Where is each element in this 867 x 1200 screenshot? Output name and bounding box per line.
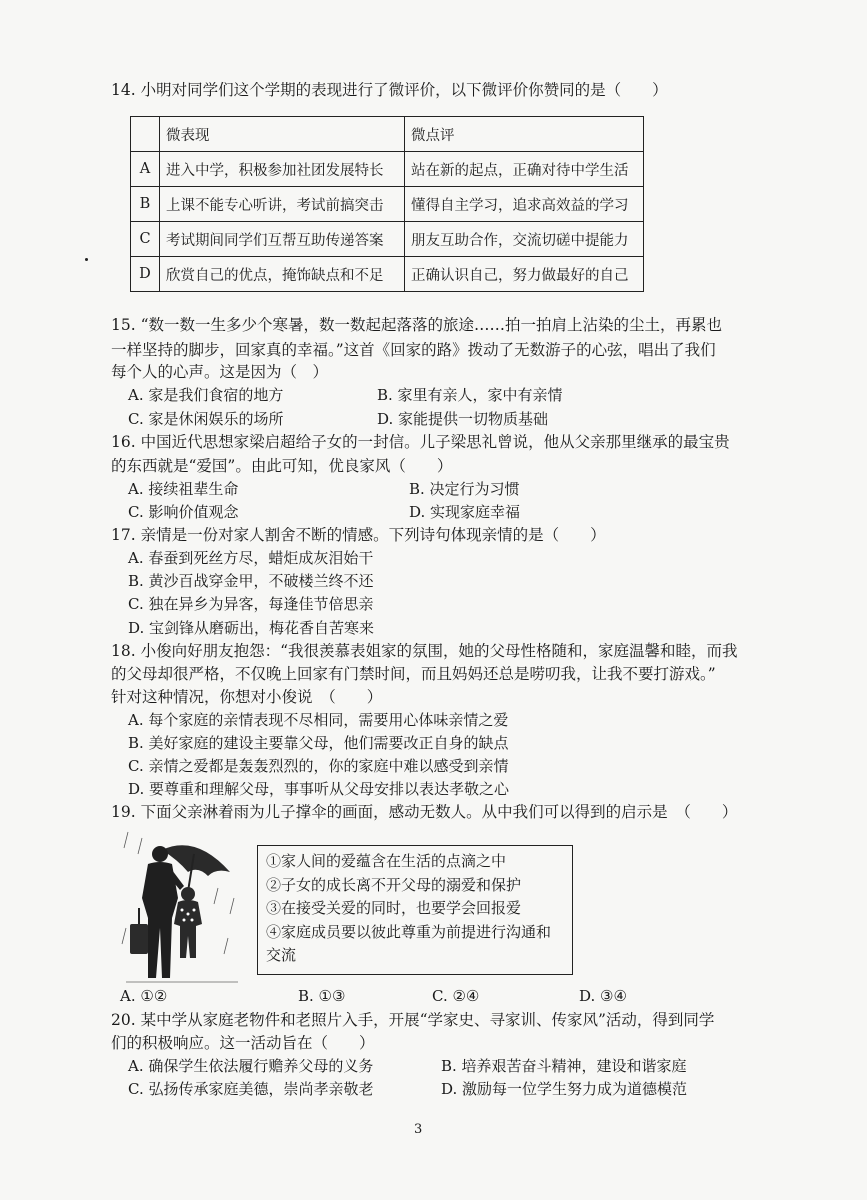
q19-statement-4: ④家庭成员要以彼此尊重为前提进行沟通和	[266, 922, 552, 941]
q19-line-1: 19. 下面父亲淋着雨为儿子撑伞的画面，感动无数人。从中我们可以得到的启示是 （ ）	[111, 803, 738, 821]
q19-statement-1: ①家人间的爱蕴含在生活的点滴之中	[266, 852, 507, 870]
q18-option-c: C. 亲情之爱都是轰轰烈烈的，你的家庭中难以感受到亲情	[128, 757, 509, 775]
table-cell: D	[131, 257, 160, 292]
q16-line-1: 16. 中国近代思想家梁启超给子女的一封信。儿子梁思礼曾说，他从父亲那里继承的最宝贵	[111, 433, 730, 451]
q19-statement-2: ②子女的成长离不开父母的溺爱和保护	[266, 875, 522, 894]
q16-option-b: B. 决定行为习惯	[409, 480, 520, 498]
table-cell: 懂得自主学习，追求高效益的学习	[405, 187, 644, 222]
q15-line-1: 15. “数一数一生多少个寒暑，数一数起起落落的旅途……拍一拍肩上沾染的尘土，再累也	[111, 316, 723, 334]
q15-option-a: A. 家是我们食宿的地方	[128, 386, 284, 404]
table-row	[131, 187, 644, 222]
q20-option-c: C. 弘扬传承家庭美德，崇尚孝亲敬老	[128, 1080, 374, 1098]
q18-option-d: D. 要尊重和理解父母，事事听从父母安排以表达孝敬之心	[128, 780, 510, 798]
scan-speck	[85, 258, 88, 261]
q15-option-b: B. 家里有亲人，家中有亲情	[377, 386, 563, 404]
table-header-cell: 微点评	[405, 117, 644, 152]
q14-stem: 14. 小明对同学们这个学期的表现进行了微评价，以下微评价你赞同的是（ ）	[111, 81, 668, 99]
table-cell: 欣赏自己的优点，掩饰缺点和不足	[160, 257, 405, 292]
table-cell: 进入中学，积极参加社团发展特长	[160, 152, 405, 187]
q19-option-c: C. ②④	[432, 987, 480, 1005]
q17-option-c: C. 独在异乡为异客，每逢佳节倍思亲	[128, 595, 374, 613]
table-cell: 上课不能专心听讲，考试前搞突击	[160, 187, 405, 222]
q16-option-c: C. 影响价值观念	[128, 503, 239, 521]
q20-line-1: 20. 某中学从家庭老物件和老照片入手，开展“学家史、寻家训、传家风”活动，得到同学	[111, 1011, 715, 1029]
q15-line-2: 一样坚持的脚步，回家真的幸福。”这首《回家的路》拨动了无数游子的心弦，唱出了我们	[111, 341, 716, 359]
q15-option-c: C. 家是休闲娱乐的场所	[128, 410, 284, 428]
q17-option-a: A. 春蚕到死丝方尽，蜡炬成灰泪始干	[128, 549, 374, 567]
table-cell: 考试期间同学们互帮互助传递答案	[160, 222, 405, 257]
q18-line-3: 针对这种情况，你想对小俊说 （ ）	[111, 688, 383, 706]
table-cell: 站在新的起点，正确对待中学生活	[405, 152, 644, 187]
q18-line-2: 的父母却很严格，不仅晚上回家有门禁时间，而且妈妈还总是唠叨我，让我不要打游戏。”	[111, 665, 716, 683]
q16-option-a: A. 接续祖辈生命	[128, 480, 239, 498]
q14-table	[130, 116, 644, 292]
q17-line-1: 17. 亲情是一份对家人割舍不断的情感。下列诗句体现亲情的是（ ）	[111, 526, 606, 544]
father-umbrella-illustration	[118, 828, 246, 986]
q17-option-b: B. 黄沙百战穿金甲，不破楼兰终不还	[128, 572, 374, 590]
q15-option-d: D. 家能提供一切物质基础	[377, 410, 549, 428]
page-number: 3	[414, 1122, 423, 1137]
table-row	[131, 222, 644, 257]
q19-statements-box	[257, 845, 573, 975]
q16-line-2: 的东西就是“爱国”。由此可知，优良家风（ ）	[111, 457, 453, 475]
q18-option-a: A. 每个家庭的亲情表现不尽相同，需要用心体味亲情之爱	[128, 711, 509, 729]
q18-option-b: B. 美好家庭的建设主要靠父母，他们需要改正自身的缺点	[128, 734, 509, 752]
q19-option-b: B. ①③	[298, 987, 346, 1005]
q20-option-a: A. 确保学生依法履行赡养父母的义务	[128, 1057, 374, 1075]
table-cell: A	[131, 152, 160, 187]
q15-line-3: 每个人的心声。这是因为（ ）	[111, 363, 329, 381]
q18-line-1: 18. 小俊向好朋友抱怨：“我很羡慕表姐家的氛围，她的父母性格随和，家庭温馨和睦，而我	[111, 642, 738, 660]
table-header-row	[131, 117, 644, 152]
table-row	[131, 152, 644, 187]
q20-option-d: D. 激励每一位学生努力成为道德模范	[441, 1080, 688, 1098]
table-cell: C	[131, 222, 160, 257]
table-header-cell: 微表现	[160, 117, 405, 152]
table-cell: B	[131, 187, 160, 222]
q17-option-d: D. 宝剑锋从磨砺出，梅花香自苦寒来	[128, 619, 375, 637]
table-cell: 朋友互助合作，交流切磋中提能力	[405, 222, 644, 257]
q19-option-d: D. ③④	[579, 987, 627, 1005]
father-son-silhouette-icon	[118, 828, 246, 986]
table-row	[131, 257, 644, 292]
q16-option-d: D. 实现家庭幸福	[409, 503, 521, 521]
q20-option-b: B. 培养艰苦奋斗精神，建设和谐家庭	[441, 1057, 687, 1075]
table-header-cell	[131, 117, 160, 152]
q20-line-2: 们的积极响应。这一活动旨在（ ）	[111, 1034, 375, 1052]
q19-statement-3: ③在接受关爱的同时，也要学会回报爱	[266, 899, 522, 917]
q19-statement-4-cont: 交流	[266, 946, 297, 964]
q19-option-a: A. ①②	[120, 987, 168, 1005]
table-cell: 正确认识自己，努力做最好的自己	[405, 257, 644, 292]
